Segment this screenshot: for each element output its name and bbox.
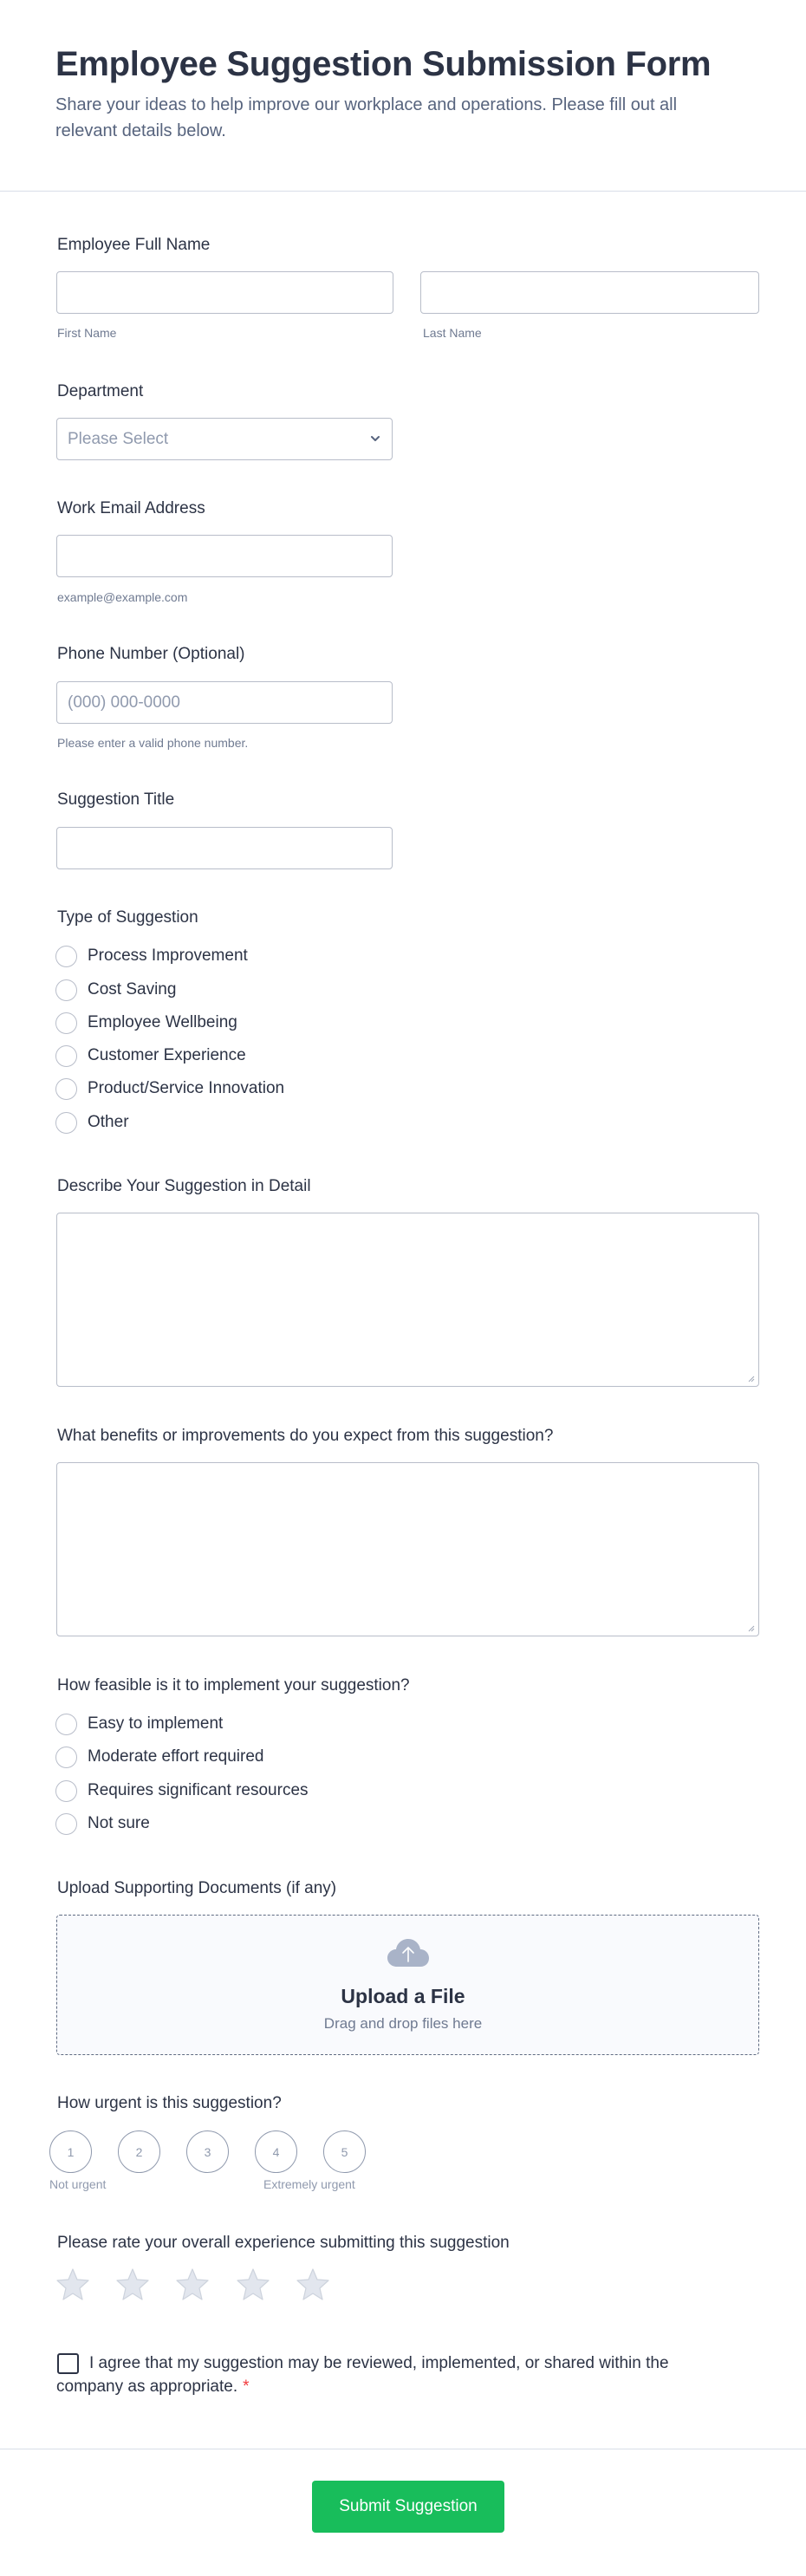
urgency-option-2[interactable]: 2 <box>118 2130 160 2173</box>
suggestion-title-input[interactable] <box>56 827 393 869</box>
radio-label: Customer Experience <box>88 1046 246 1064</box>
department-selected-value: Please Select <box>68 429 169 448</box>
star-icon[interactable] <box>55 2267 90 2302</box>
chevron-down-icon <box>369 433 381 445</box>
phone-placeholder: (000) 000-0000 <box>68 693 180 712</box>
radio-option-process-improvement[interactable] <box>55 945 248 967</box>
phone-sublabel: Please enter a valid phone number. <box>57 736 249 750</box>
consent-text: I agree that my suggestion may be reviewed, implemented, or shared within the company as appropriate. <box>56 2354 669 2396</box>
radio-label: Cost Saving <box>88 980 177 999</box>
page-title: Employee Suggestion Submission Form <box>55 45 712 83</box>
urgency-option-4[interactable]: 4 <box>255 2130 297 2173</box>
radio-option-easy[interactable] <box>55 1713 223 1735</box>
submit-button[interactable]: Submit Suggestion <box>312 2481 504 2533</box>
email-sublabel: example@example.com <box>57 590 188 604</box>
radio-button[interactable] <box>55 1813 77 1835</box>
radio-option-moderate[interactable] <box>55 1746 264 1768</box>
radio-option-other[interactable] <box>55 1111 129 1134</box>
radio-label: Easy to implement <box>88 1714 224 1733</box>
radio-button[interactable] <box>55 946 77 967</box>
cloud-upload-icon <box>387 1938 430 1968</box>
urgency-label: How urgent is this suggestion? <box>57 2094 282 2112</box>
benefits-label: What benefits or improvements do you expect from this suggestion? <box>57 1427 554 1445</box>
radio-label: Requires significant resources <box>88 1781 309 1799</box>
full-name-label: Employee Full Name <box>57 236 211 254</box>
suggestion-title-label: Suggestion Title <box>57 790 175 809</box>
radio-button[interactable] <box>55 1780 77 1802</box>
upload-title: Upload a File <box>341 1985 465 2007</box>
phone-input[interactable] <box>56 681 393 724</box>
last-name-sublabel: Last Name <box>423 326 482 340</box>
radio-label: Process Improvement <box>88 946 248 965</box>
upload-label: Upload Supporting Documents (if any) <box>57 1879 337 1897</box>
benefits-textarea[interactable] <box>56 1462 759 1636</box>
radio-option-employee-wellbeing[interactable] <box>55 1012 237 1034</box>
radio-label: Employee Wellbeing <box>88 1013 237 1031</box>
resize-handle-icon[interactable] <box>746 1374 755 1382</box>
radio-button[interactable] <box>55 979 77 1001</box>
radio-button[interactable] <box>55 1078 77 1100</box>
star-icon[interactable] <box>115 2267 150 2302</box>
urgency-max-caption: Extremely urgent <box>263 2177 355 2191</box>
urgency-min-caption: Not urgent <box>49 2177 107 2191</box>
star-icon[interactable] <box>236 2267 270 2302</box>
urgency-option-5[interactable]: 5 <box>323 2130 366 2173</box>
rating-label: Please rate your overall experience submitting this suggestion <box>57 2234 510 2252</box>
email-label: Work Email Address <box>57 499 205 517</box>
header-divider <box>0 191 806 192</box>
description-textarea[interactable] <box>56 1213 759 1387</box>
suggestion-type-label: Type of Suggestion <box>57 908 198 927</box>
upload-subtitle: Drag and drop files here <box>323 2015 483 2032</box>
required-asterisk: * <box>243 2378 250 2396</box>
description-label: Describe Your Suggestion in Detail <box>57 1177 311 1195</box>
radio-label: Moderate effort required <box>88 1747 264 1766</box>
radio-option-cost-saving[interactable] <box>55 979 176 1001</box>
radio-label: Other <box>88 1113 129 1131</box>
page-subtitle: Share your ideas to help improve our workplace and operations. Please fill out all relevant details below. <box>55 95 678 140</box>
radio-button[interactable] <box>55 1747 77 1768</box>
radio-button[interactable] <box>55 1012 77 1034</box>
star-icon[interactable] <box>175 2267 210 2302</box>
resize-handle-icon[interactable] <box>746 1623 755 1632</box>
first-name-sublabel: First Name <box>57 326 117 340</box>
urgency-option-1[interactable]: 1 <box>49 2130 92 2173</box>
radio-option-customer-experience[interactable] <box>55 1044 246 1067</box>
department-select[interactable] <box>56 418 393 460</box>
star-icon[interactable] <box>296 2267 330 2302</box>
radio-label: Product/Service Innovation <box>88 1079 285 1097</box>
last-name-input[interactable] <box>420 271 759 314</box>
consent-label[interactable] <box>56 2352 715 2398</box>
feasibility-label: How feasible is it to implement your suggestion? <box>57 1676 410 1695</box>
radio-option-not-sure[interactable] <box>55 1812 150 1835</box>
phone-label: Phone Number (Optional) <box>57 645 245 663</box>
radio-button[interactable] <box>55 1714 77 1735</box>
radio-button[interactable] <box>55 1045 77 1067</box>
radio-option-significant-resources[interactable] <box>55 1779 309 1802</box>
email-input[interactable] <box>56 535 393 577</box>
first-name-input[interactable] <box>56 271 393 314</box>
department-label: Department <box>57 382 144 400</box>
radio-label: Not sure <box>88 1814 150 1832</box>
urgency-option-3[interactable]: 3 <box>186 2130 229 2173</box>
radio-button[interactable] <box>55 1112 77 1134</box>
radio-option-product-service-innovation[interactable] <box>55 1077 284 1100</box>
